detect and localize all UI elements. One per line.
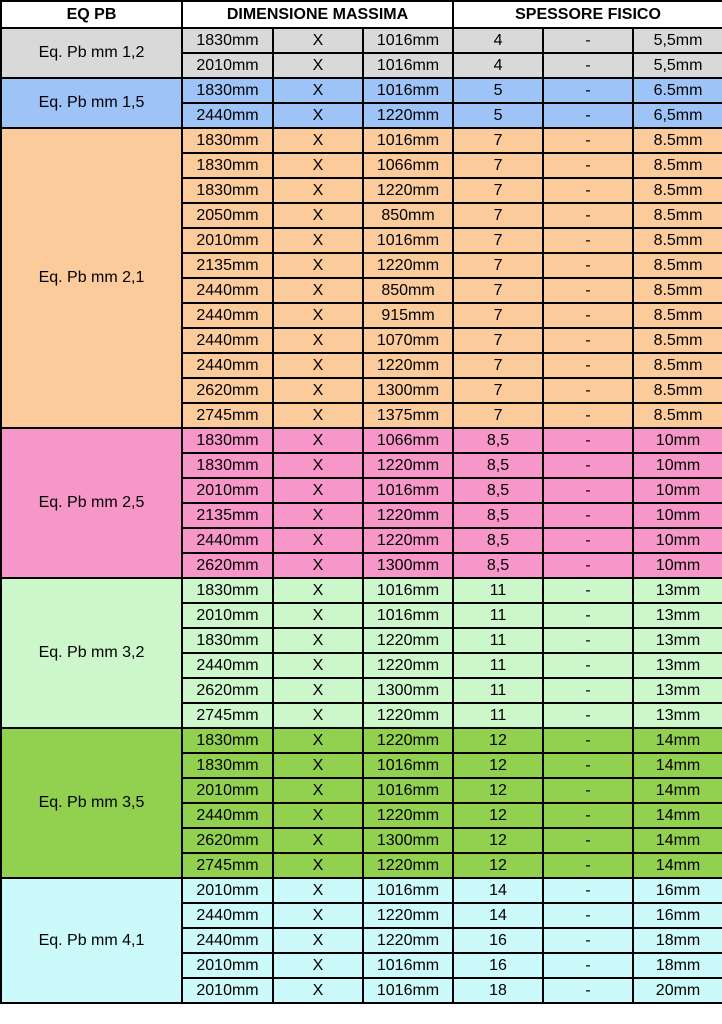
thickness-max-cell: 13mm xyxy=(633,603,722,628)
thickness-min-cell: 7 xyxy=(453,353,543,378)
width-cell: 1300mm xyxy=(363,678,453,703)
thickness-min-cell: 4 xyxy=(453,28,543,53)
thickness-min-cell: 8,5 xyxy=(453,478,543,503)
length-cell: 2620mm xyxy=(182,678,273,703)
thickness-max-cell: 10mm xyxy=(633,528,722,553)
thickness-max-cell: 16mm xyxy=(633,903,722,928)
width-cell: 1016mm xyxy=(363,778,453,803)
times-cell: X xyxy=(273,953,363,978)
width-cell: 1066mm xyxy=(363,428,453,453)
width-cell: 1300mm xyxy=(363,553,453,578)
thickness-max-cell: 14mm xyxy=(633,728,722,753)
times-cell: X xyxy=(273,703,363,728)
times-cell: X xyxy=(273,153,363,178)
times-cell: X xyxy=(273,653,363,678)
length-cell: 2010mm xyxy=(182,878,273,903)
times-cell: X xyxy=(273,628,363,653)
dash-cell: - xyxy=(543,278,633,303)
times-cell: X xyxy=(273,578,363,603)
thickness-min-cell: 7 xyxy=(453,303,543,328)
thickness-min-cell: 12 xyxy=(453,803,543,828)
thickness-max-cell: 14mm xyxy=(633,778,722,803)
dash-cell: - xyxy=(543,228,633,253)
times-cell: X xyxy=(273,728,363,753)
eq-pb-group-label: Eq. Pb mm 2,1 xyxy=(1,128,182,428)
length-cell: 2010mm xyxy=(182,778,273,803)
thickness-max-cell: 18mm xyxy=(633,953,722,978)
dash-cell: - xyxy=(543,803,633,828)
length-cell: 2440mm xyxy=(182,103,273,128)
thickness-min-cell: 12 xyxy=(453,778,543,803)
header-row xyxy=(1,1,722,28)
width-cell: 850mm xyxy=(363,278,453,303)
width-cell: 1016mm xyxy=(363,28,453,53)
thickness-min-cell: 5 xyxy=(453,78,543,103)
thickness-max-cell: 5,5mm xyxy=(633,28,722,53)
thickness-max-cell: 18mm xyxy=(633,928,722,953)
width-cell: 1220mm xyxy=(363,928,453,953)
length-cell: 2745mm xyxy=(182,403,273,428)
times-cell: X xyxy=(273,403,363,428)
times-cell: X xyxy=(273,253,363,278)
length-cell: 2745mm xyxy=(182,703,273,728)
thickness-min-cell: 5 xyxy=(453,103,543,128)
times-cell: X xyxy=(273,553,363,578)
times-cell: X xyxy=(273,353,363,378)
times-cell: X xyxy=(273,428,363,453)
times-cell: X xyxy=(273,503,363,528)
thickness-max-cell: 10mm xyxy=(633,503,722,528)
length-cell: 2620mm xyxy=(182,378,273,403)
times-cell: X xyxy=(273,678,363,703)
width-cell: 1016mm xyxy=(363,128,453,153)
width-cell: 1016mm xyxy=(363,878,453,903)
times-cell: X xyxy=(273,453,363,478)
width-cell: 1220mm xyxy=(363,628,453,653)
thickness-max-cell: 8.5mm xyxy=(633,378,722,403)
dash-cell: - xyxy=(543,553,633,578)
dash-cell: - xyxy=(543,128,633,153)
width-cell: 1220mm xyxy=(363,453,453,478)
thickness-min-cell: 11 xyxy=(453,628,543,653)
dash-cell: - xyxy=(543,753,633,778)
dash-cell: - xyxy=(543,678,633,703)
thickness-max-cell: 8.5mm xyxy=(633,278,722,303)
table-row xyxy=(1,28,722,53)
dash-cell: - xyxy=(543,528,633,553)
times-cell: X xyxy=(273,203,363,228)
table-row xyxy=(1,428,722,453)
thickness-min-cell: 11 xyxy=(453,678,543,703)
thickness-max-cell: 10mm xyxy=(633,478,722,503)
dash-cell: - xyxy=(543,853,633,878)
length-cell: 2010mm xyxy=(182,603,273,628)
thickness-min-cell: 8,5 xyxy=(453,553,543,578)
thickness-max-cell: 13mm xyxy=(633,628,722,653)
dash-cell: - xyxy=(543,403,633,428)
thickness-max-cell: 8.5mm xyxy=(633,328,722,353)
eq-pb-group-label: Eq. Pb mm 2,5 xyxy=(1,428,182,578)
width-cell: 1220mm xyxy=(363,353,453,378)
thickness-max-cell: 14mm xyxy=(633,828,722,853)
length-cell: 1830mm xyxy=(182,78,273,103)
width-cell: 850mm xyxy=(363,203,453,228)
width-cell: 1016mm xyxy=(363,603,453,628)
dash-cell: - xyxy=(543,778,633,803)
width-cell: 1220mm xyxy=(363,728,453,753)
length-cell: 1830mm xyxy=(182,128,273,153)
width-cell: 1300mm xyxy=(363,828,453,853)
thickness-max-cell: 6,5mm xyxy=(633,103,722,128)
length-cell: 2440mm xyxy=(182,653,273,678)
thickness-max-cell: 20mm xyxy=(633,978,722,1003)
length-cell: 2745mm xyxy=(182,853,273,878)
thickness-min-cell: 7 xyxy=(453,328,543,353)
thickness-max-cell: 8.5mm xyxy=(633,303,722,328)
thickness-min-cell: 11 xyxy=(453,653,543,678)
dash-cell: - xyxy=(543,203,633,228)
thickness-min-cell: 16 xyxy=(453,928,543,953)
length-cell: 2440mm xyxy=(182,528,273,553)
table-row xyxy=(1,128,722,153)
thickness-min-cell: 12 xyxy=(453,753,543,778)
thickness-min-cell: 14 xyxy=(453,903,543,928)
width-cell: 1220mm xyxy=(363,503,453,528)
thickness-max-cell: 5,5mm xyxy=(633,53,722,78)
times-cell: X xyxy=(273,528,363,553)
dash-cell: - xyxy=(543,828,633,853)
thickness-min-cell: 8,5 xyxy=(453,503,543,528)
length-cell: 1830mm xyxy=(182,753,273,778)
thickness-max-cell: 6.5mm xyxy=(633,78,722,103)
thickness-min-cell: 7 xyxy=(453,203,543,228)
dash-cell: - xyxy=(543,53,633,78)
thickness-min-cell: 8,5 xyxy=(453,453,543,478)
length-cell: 2010mm xyxy=(182,478,273,503)
width-cell: 1375mm xyxy=(363,403,453,428)
thickness-min-cell: 8,5 xyxy=(453,528,543,553)
times-cell: X xyxy=(273,378,363,403)
width-cell: 1016mm xyxy=(363,228,453,253)
eq-pb-group-label: Eq. Pb mm 3,2 xyxy=(1,578,182,728)
eq-pb-group-label: Eq. Pb mm 1,5 xyxy=(1,78,182,128)
eq-pb-group-label: Eq. Pb mm 3,5 xyxy=(1,728,182,878)
length-cell: 2010mm xyxy=(182,953,273,978)
dash-cell: - xyxy=(543,578,633,603)
thickness-min-cell: 11 xyxy=(453,703,543,728)
dash-cell: - xyxy=(543,478,633,503)
thickness-min-cell: 7 xyxy=(453,153,543,178)
eq-pb-group-label: Eq. Pb mm 1,2 xyxy=(1,28,182,78)
times-cell: X xyxy=(273,828,363,853)
dash-cell: - xyxy=(543,178,633,203)
dash-cell: - xyxy=(543,603,633,628)
times-cell: X xyxy=(273,853,363,878)
length-cell: 1830mm xyxy=(182,153,273,178)
table-row xyxy=(1,728,722,753)
times-cell: X xyxy=(273,478,363,503)
thickness-min-cell: 7 xyxy=(453,253,543,278)
width-cell: 1220mm xyxy=(363,653,453,678)
times-cell: X xyxy=(273,28,363,53)
times-cell: X xyxy=(273,778,363,803)
times-cell: X xyxy=(273,103,363,128)
dash-cell: - xyxy=(543,953,633,978)
width-cell: 1220mm xyxy=(363,253,453,278)
dash-cell: - xyxy=(543,253,633,278)
dash-cell: - xyxy=(543,503,633,528)
thickness-max-cell: 8.5mm xyxy=(633,128,722,153)
times-cell: X xyxy=(273,978,363,1003)
dash-cell: - xyxy=(543,653,633,678)
thickness-max-cell: 10mm xyxy=(633,453,722,478)
thickness-min-cell: 8,5 xyxy=(453,428,543,453)
length-cell: 1830mm xyxy=(182,28,273,53)
width-cell: 1016mm xyxy=(363,953,453,978)
length-cell: 2440mm xyxy=(182,353,273,378)
dash-cell: - xyxy=(543,878,633,903)
times-cell: X xyxy=(273,278,363,303)
length-cell: 1830mm xyxy=(182,178,273,203)
width-cell: 915mm xyxy=(363,303,453,328)
dash-cell: - xyxy=(543,28,633,53)
width-cell: 1220mm xyxy=(363,103,453,128)
thickness-max-cell: 14mm xyxy=(633,853,722,878)
thickness-min-cell: 12 xyxy=(453,853,543,878)
thickness-max-cell: 16mm xyxy=(633,878,722,903)
thickness-min-cell: 14 xyxy=(453,878,543,903)
dash-cell: - xyxy=(543,328,633,353)
width-cell: 1016mm xyxy=(363,753,453,778)
thickness-min-cell: 7 xyxy=(453,378,543,403)
width-cell: 1220mm xyxy=(363,528,453,553)
times-cell: X xyxy=(273,903,363,928)
times-cell: X xyxy=(273,303,363,328)
times-cell: X xyxy=(273,128,363,153)
length-cell: 2440mm xyxy=(182,278,273,303)
width-cell: 1220mm xyxy=(363,803,453,828)
dash-cell: - xyxy=(543,703,633,728)
length-cell: 2010mm xyxy=(182,978,273,1003)
dash-cell: - xyxy=(543,428,633,453)
thickness-max-cell: 8.5mm xyxy=(633,253,722,278)
thickness-max-cell: 13mm xyxy=(633,653,722,678)
length-cell: 1830mm xyxy=(182,453,273,478)
length-cell: 1830mm xyxy=(182,578,273,603)
table-row xyxy=(1,78,722,103)
thickness-max-cell: 13mm xyxy=(633,678,722,703)
times-cell: X xyxy=(273,603,363,628)
width-cell: 1016mm xyxy=(363,53,453,78)
thickness-min-cell: 12 xyxy=(453,728,543,753)
thickness-min-cell: 4 xyxy=(453,53,543,78)
thickness-max-cell: 8.5mm xyxy=(633,153,722,178)
thickness-max-cell: 14mm xyxy=(633,753,722,778)
dash-cell: - xyxy=(543,903,633,928)
length-cell: 2620mm xyxy=(182,553,273,578)
width-cell: 1070mm xyxy=(363,328,453,353)
dash-cell: - xyxy=(543,628,633,653)
times-cell: X xyxy=(273,753,363,778)
dash-cell: - xyxy=(543,353,633,378)
length-cell: 2440mm xyxy=(182,928,273,953)
thickness-min-cell: 7 xyxy=(453,128,543,153)
eq-pb-group-label: Eq. Pb mm 4,1 xyxy=(1,878,182,1003)
thickness-max-cell: 8.5mm xyxy=(633,403,722,428)
length-cell: 2010mm xyxy=(182,53,273,78)
thickness-max-cell: 10mm xyxy=(633,553,722,578)
thickness-min-cell: 7 xyxy=(453,228,543,253)
length-cell: 2050mm xyxy=(182,203,273,228)
width-cell: 1220mm xyxy=(363,178,453,203)
thickness-min-cell: 12 xyxy=(453,828,543,853)
dash-cell: - xyxy=(543,928,633,953)
header-spessore-fisico: SPESSORE FISICO xyxy=(453,1,722,28)
thickness-min-cell: 7 xyxy=(453,403,543,428)
length-cell: 2620mm xyxy=(182,828,273,853)
length-cell: 2440mm xyxy=(182,328,273,353)
dash-cell: - xyxy=(543,378,633,403)
length-cell: 2440mm xyxy=(182,803,273,828)
times-cell: X xyxy=(273,328,363,353)
thickness-max-cell: 13mm xyxy=(633,578,722,603)
width-cell: 1220mm xyxy=(363,903,453,928)
dash-cell: - xyxy=(543,303,633,328)
width-cell: 1016mm xyxy=(363,978,453,1003)
dash-cell: - xyxy=(543,103,633,128)
thickness-min-cell: 18 xyxy=(453,978,543,1003)
times-cell: X xyxy=(273,228,363,253)
width-cell: 1066mm xyxy=(363,153,453,178)
length-cell: 2440mm xyxy=(182,903,273,928)
width-cell: 1220mm xyxy=(363,853,453,878)
thickness-max-cell: 10mm xyxy=(633,428,722,453)
times-cell: X xyxy=(273,803,363,828)
times-cell: X xyxy=(273,78,363,103)
table-row xyxy=(1,578,722,603)
dash-cell: - xyxy=(543,978,633,1003)
table-row xyxy=(1,878,722,903)
thickness-min-cell: 16 xyxy=(453,953,543,978)
width-cell: 1016mm xyxy=(363,578,453,603)
thickness-max-cell: 8.5mm xyxy=(633,228,722,253)
length-cell: 2135mm xyxy=(182,503,273,528)
length-cell: 1830mm xyxy=(182,728,273,753)
width-cell: 1220mm xyxy=(363,703,453,728)
thickness-min-cell: 11 xyxy=(453,603,543,628)
thickness-min-cell: 11 xyxy=(453,578,543,603)
length-cell: 2135mm xyxy=(182,253,273,278)
times-cell: X xyxy=(273,53,363,78)
times-cell: X xyxy=(273,928,363,953)
dash-cell: - xyxy=(543,153,633,178)
length-cell: 1830mm xyxy=(182,428,273,453)
table-body xyxy=(1,28,722,1003)
length-cell: 2010mm xyxy=(182,228,273,253)
width-cell: 1016mm xyxy=(363,478,453,503)
thickness-max-cell: 14mm xyxy=(633,803,722,828)
thickness-max-cell: 8.5mm xyxy=(633,178,722,203)
width-cell: 1016mm xyxy=(363,78,453,103)
dash-cell: - xyxy=(543,453,633,478)
header-eq-pb: EQ PB xyxy=(1,1,182,28)
dash-cell: - xyxy=(543,78,633,103)
thickness-max-cell: 8.5mm xyxy=(633,353,722,378)
times-cell: X xyxy=(273,178,363,203)
thickness-min-cell: 7 xyxy=(453,278,543,303)
length-cell: 1830mm xyxy=(182,628,273,653)
dash-cell: - xyxy=(543,728,633,753)
thickness-max-cell: 8.5mm xyxy=(633,203,722,228)
times-cell: X xyxy=(273,878,363,903)
thickness-max-cell: 13mm xyxy=(633,703,722,728)
length-cell: 2440mm xyxy=(182,303,273,328)
width-cell: 1300mm xyxy=(363,378,453,403)
thickness-min-cell: 7 xyxy=(453,178,543,203)
header-dimensione-massima: DIMENSIONE MASSIMA xyxy=(182,1,453,28)
